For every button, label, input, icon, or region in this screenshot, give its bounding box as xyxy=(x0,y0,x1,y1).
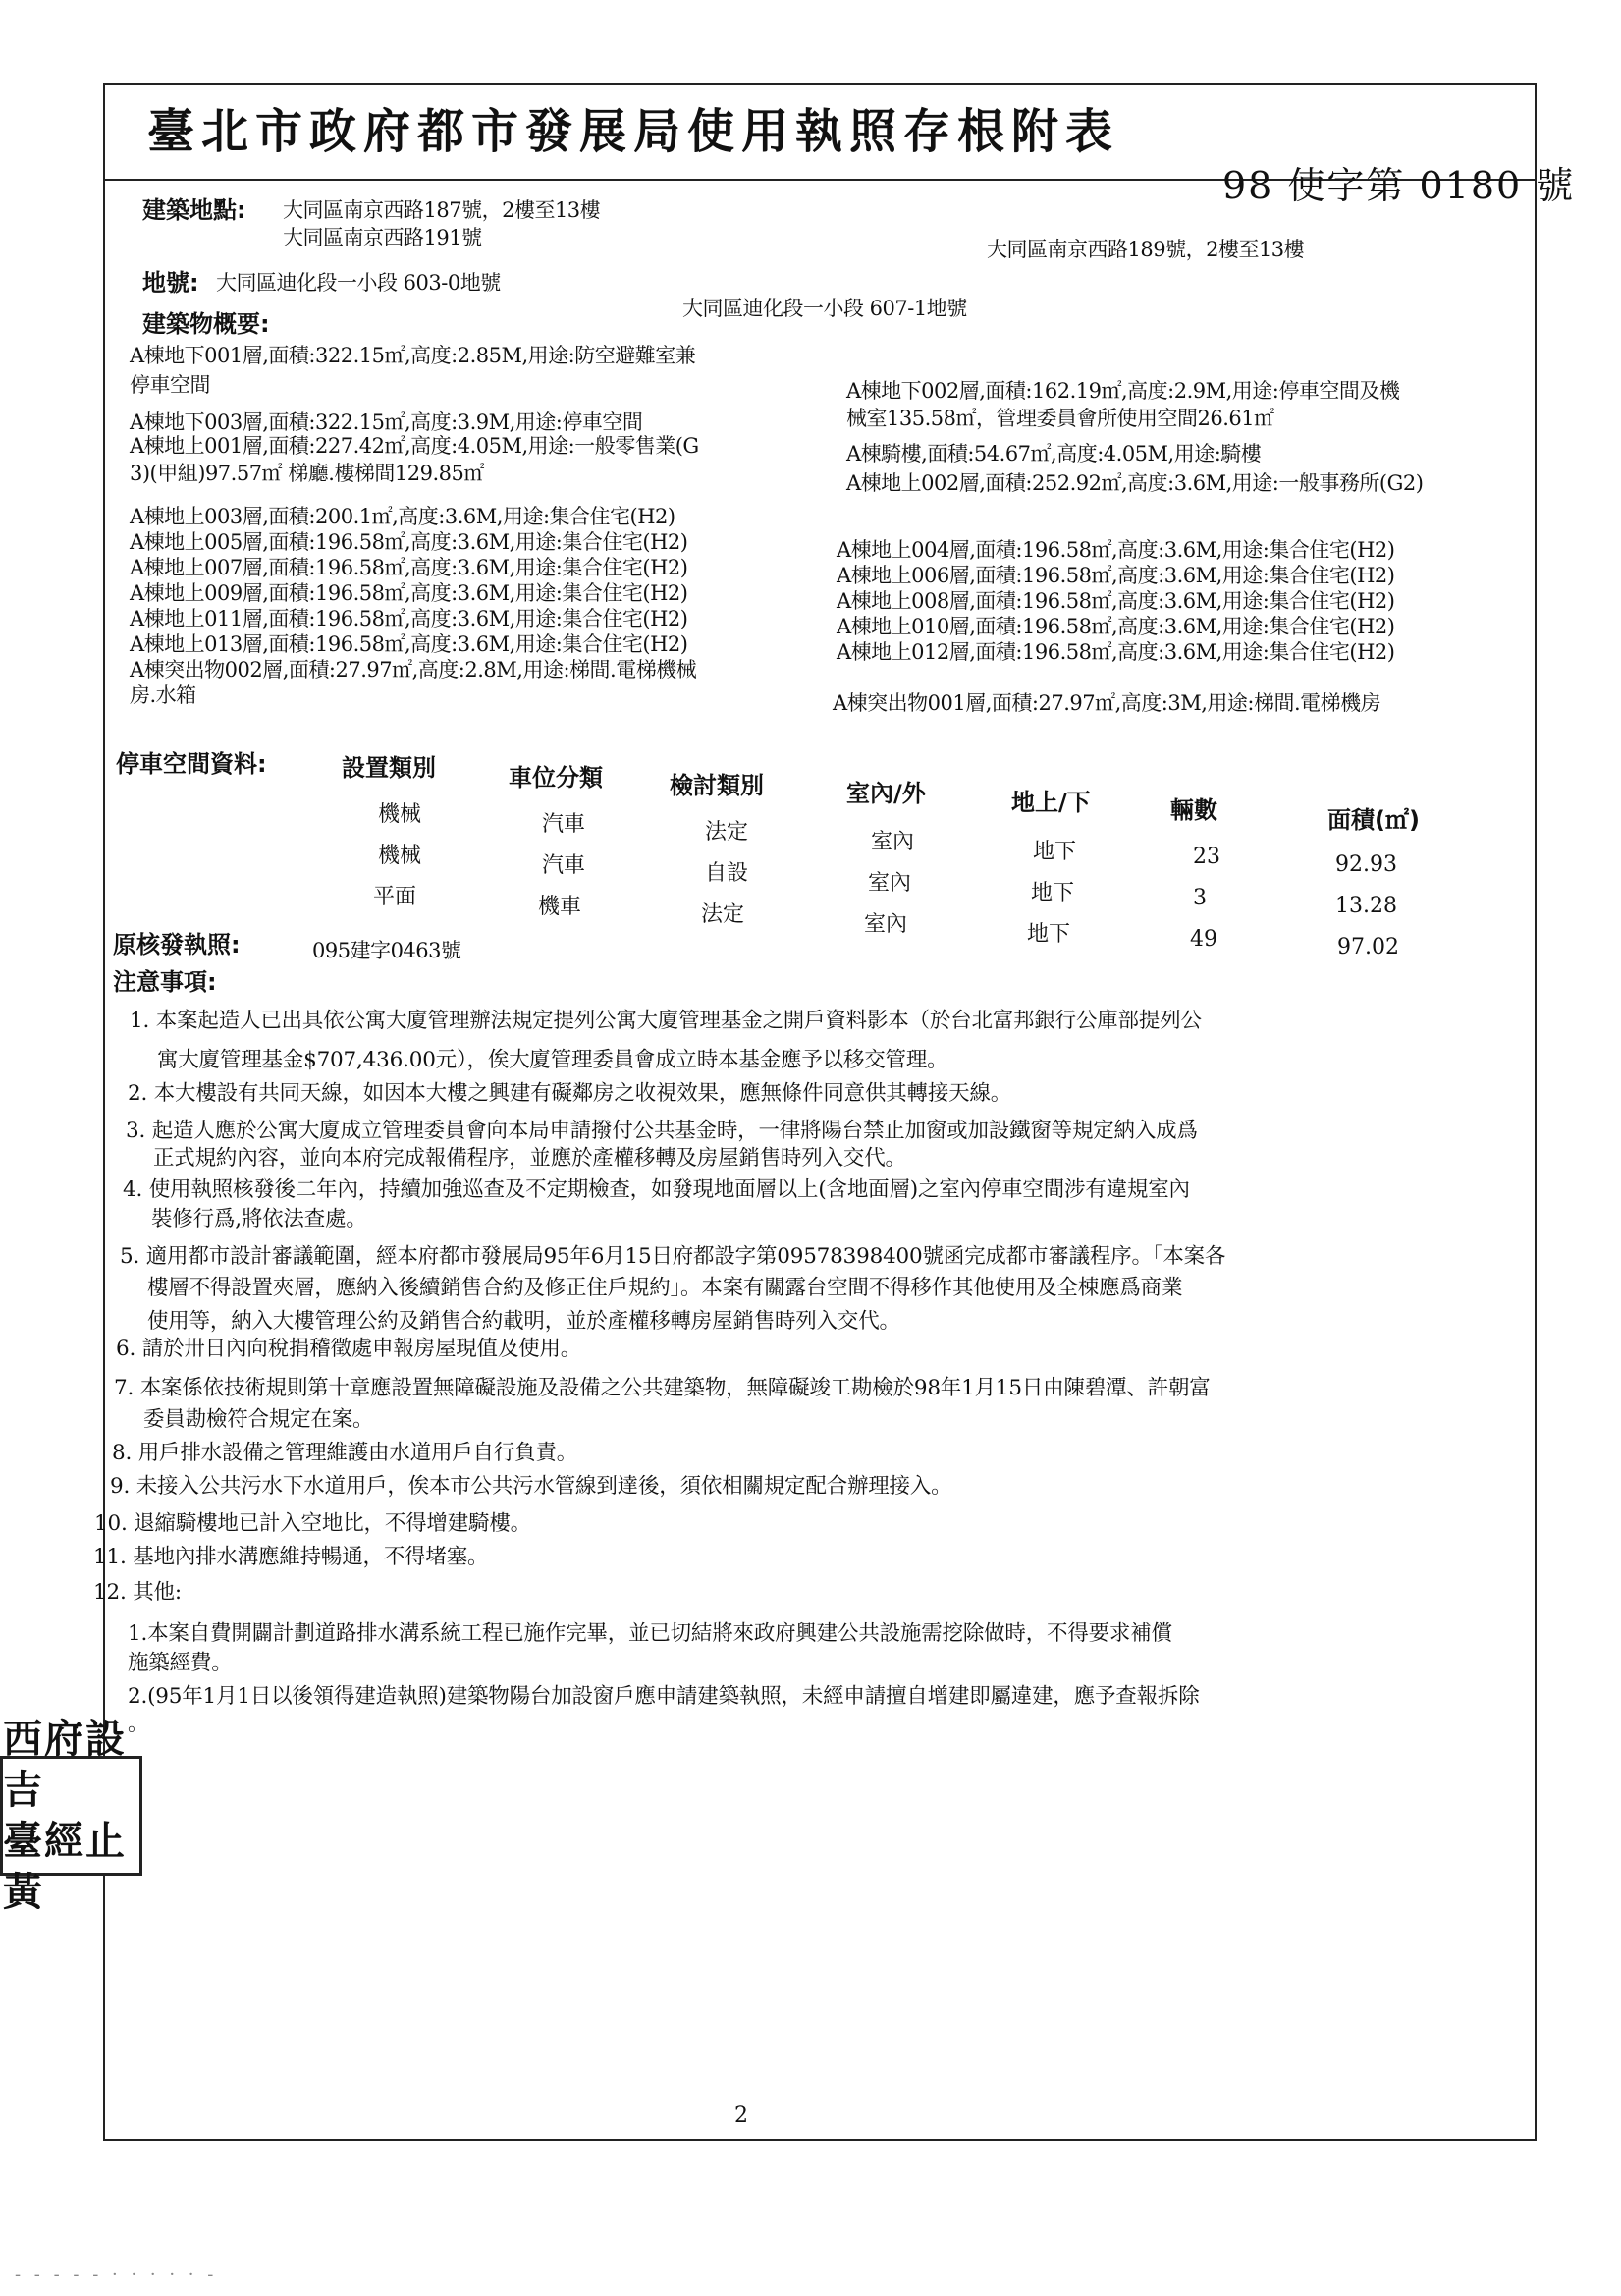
note-line: 1. 本案起造人已出具依公寓大廈管理辦法規定提列公寓大廈管理基金之開戶資料影本（於台北富邦銀行公庫部提列公 xyxy=(130,1009,1202,1033)
note-line: 7. 本案係依技術規則第十章應設置無障礙設施及設備之公共建築物，無障礙竣工勘檢於98年1月15日由陳碧潭、許朝富 xyxy=(114,1376,1211,1400)
parking-cell: 13.28 xyxy=(1335,894,1397,918)
original-permit-label: 原核發執照: xyxy=(113,931,241,958)
parking-cell: 室內 xyxy=(871,830,915,854)
address-line-3: 大同區南京西路189號，2樓至13樓 xyxy=(987,238,1305,261)
summary-left-line: A棟地上009層,面積:196.58㎡,高度:3.6M,用途:集合住宅(H2) xyxy=(130,581,688,605)
note-line: 8. 用戶排水設備之管理維護由水道用戶自行負責。 xyxy=(112,1441,578,1465)
seal-line-2: 臺經止黃 xyxy=(3,1818,127,1915)
document-title: 臺北市政府都市發展局使用執照存根附表 xyxy=(147,104,1120,159)
parking-cell: 汽車 xyxy=(542,812,586,837)
note-line: 正式規約內容，並向本府完成報備程序，並應於產權移轉及房屋銷售時列入交代。 xyxy=(153,1146,906,1171)
note-line: 2.(95年1月1日以後領得建造執照)建築物陽台加設窗戶應申請建築執照，未經申請擅自增建即屬違建，應予查報拆除 xyxy=(128,1684,1200,1709)
summary-left-line: A棟地下003層,面積:322.15㎡,高度:3.9M,用途:停車空間 xyxy=(130,410,643,434)
summary-right-line: 械室135.58㎡，管理委員會所使用空間26.61㎡ xyxy=(846,407,1274,430)
lot-number-1: 大同區迪化段一小段 603-0地號 xyxy=(216,271,501,295)
parking-cell: 室內 xyxy=(864,912,908,937)
parking-header: 檢討類別 xyxy=(670,772,764,799)
note-line: 5. 適用都市設計審議範圍，經本府都市發展局95年6月15日府都設字第09578398400號函完成都市審議程序。「本案各 xyxy=(120,1244,1226,1269)
parking-header: 地上/下 xyxy=(1011,789,1091,816)
official-seal-stamp xyxy=(0,1716,142,1915)
summary-left-line: A棟地上007層,面積:196.58㎡,高度:3.6M,用途:集合住宅(H2) xyxy=(130,556,688,579)
notes-label: 注意事項: xyxy=(113,968,217,996)
parking-cell: 法定 xyxy=(701,902,745,927)
parking-cell: 自設 xyxy=(705,861,749,886)
parking-cell: 法定 xyxy=(705,820,749,845)
parking-cell: 23 xyxy=(1193,845,1220,869)
address-label: 建築地點: xyxy=(142,196,246,224)
summary-left-line: A棟地上013層,面積:196.58㎡,高度:3.6M,用途:集合住宅(H2) xyxy=(130,632,688,656)
parking-cell: 49 xyxy=(1190,927,1217,952)
parking-header: 車位分類 xyxy=(509,764,603,792)
parking-cell: 地下 xyxy=(1027,922,1071,947)
parking-cell: 地下 xyxy=(1033,840,1077,864)
parking-cell: 平面 xyxy=(373,885,417,909)
summary-left-line: 3)(甲組)97.57㎡ 梯廳.樓梯間129.85㎡ xyxy=(130,462,484,485)
lot-number-2: 大同區迪化段一小段 607-1地號 xyxy=(682,297,967,320)
note-line: 施築經費。 xyxy=(128,1651,233,1675)
summary-right-line: A棟地上010層,面積:196.58㎡,高度:3.6M,用途:集合住宅(H2) xyxy=(837,615,1395,638)
note-line: 11. 基地內排水溝應維持暢通，不得堵塞。 xyxy=(93,1545,489,1569)
summary-left-line: 停車空間 xyxy=(130,373,210,397)
parking-cell: 97.02 xyxy=(1337,935,1399,959)
summary-left-line: A棟地下001層,面積:322.15㎡,高度:2.85M,用途:防空避難室兼 xyxy=(130,344,696,367)
note-line: 樓層不得設置夾層，應納入後續銷售合約及修正住戶規約」。本案有關露台空間不得移作其他使用及全棟應爲商業 xyxy=(147,1276,1183,1300)
address-line-1: 大同區南京西路187號，2樓至13樓 xyxy=(283,198,601,222)
summary-left-line: A棟突出物002層,面積:27.97㎡,高度:2.8M,用途:梯間.電梯機械 xyxy=(130,658,697,682)
summary-right-line: A棟地上008層,面積:196.58㎡,高度:3.6M,用途:集合住宅(H2) xyxy=(837,589,1395,613)
summary-right-line: A棟地上006層,面積:196.58㎡,高度:3.6M,用途:集合住宅(H2) xyxy=(837,564,1395,587)
seal-line-1: 西府設吉 xyxy=(3,1716,127,1813)
note-line: 6. 請於卅日內向稅捐稽徵處申報房屋現值及使用。 xyxy=(116,1337,582,1361)
parking-cell: 3 xyxy=(1193,886,1207,910)
page-number: 2 xyxy=(734,2104,748,2128)
parking-cell: 汽車 xyxy=(542,853,586,878)
summary-right-line: A棟地上004層,面積:196.58㎡,高度:3.6M,用途:集合住宅(H2) xyxy=(837,538,1395,562)
summary-label: 建築物概要: xyxy=(142,310,270,338)
parking-cell: 92.93 xyxy=(1335,852,1397,877)
lot-label: 地號: xyxy=(142,269,199,297)
parking-cell: 機車 xyxy=(538,895,582,919)
note-line: 3. 起造人應於公寓大廈成立管理委員會向本局申請撥付公共基金時，一律將陽台禁止加窗或加設鐵窗等規定納入成爲 xyxy=(126,1119,1198,1143)
note-line: 9. 未接入公共污水下水道用戶，俟本市公共污水管線到達後，須依相關規定配合辦理接入。 xyxy=(110,1474,952,1499)
summary-right-line: A棟騎樓,面積:54.67㎡,高度:4.05M,用途:騎樓 xyxy=(846,442,1262,465)
parking-header: 輛數 xyxy=(1170,796,1217,824)
summary-left-line: A棟地上011層,面積:196.58㎡,高度:3.6M,用途:集合住宅(H2) xyxy=(130,607,688,630)
address-line-2: 大同區南京西路191號 xyxy=(283,226,482,249)
summary-left-line: 房.水箱 xyxy=(130,683,196,707)
note-line: 。 xyxy=(128,1712,149,1736)
summary-right-line: A棟地上012層,面積:196.58㎡,高度:3.6M,用途:集合住宅(H2) xyxy=(837,640,1395,664)
note-line: 裝修行爲,將依法查處。 xyxy=(151,1207,367,1231)
parking-cell: 機械 xyxy=(378,802,422,827)
note-line: 10. 退縮騎樓地已計入空地比，不得增建騎樓。 xyxy=(94,1511,531,1536)
note-line: 委員勘檢符合規定在案。 xyxy=(143,1407,374,1432)
summary-right-line: A棟地下002層,面積:162.19㎡,高度:2.9M,用途:停車空間及機 xyxy=(846,379,1400,403)
parking-cell: 室內 xyxy=(868,871,912,896)
note-line: 使用等，納入大樓管理公約及銷售合約載明，並於產權移轉房屋銷售時列入交代。 xyxy=(147,1309,900,1334)
parking-cell: 機械 xyxy=(378,844,422,868)
parking-header: 設置類別 xyxy=(342,754,436,782)
permit-number: 98 使字第 0180 號 xyxy=(1222,164,1576,207)
parking-header: 面積(㎡) xyxy=(1327,806,1420,834)
parking-header: 室內/外 xyxy=(846,780,926,807)
scan-artifact-dashes: - - - - - · · · · · - xyxy=(15,2265,218,2285)
original-permit-number: 095建字0463號 xyxy=(312,939,461,962)
summary-left-line: A棟地上003層,面積:200.1㎡,高度:3.6M,用途:集合住宅(H2) xyxy=(130,505,675,528)
summary-left-line: A棟地上005層,面積:196.58㎡,高度:3.6M,用途:集合住宅(H2) xyxy=(130,530,688,554)
parking-cell: 地下 xyxy=(1031,881,1075,905)
note-line: 2. 本大樓設有共同天線，如因本大樓之興建有礙鄰房之收視效果，應無條件同意供其轉接天線。 xyxy=(128,1081,1012,1106)
note-line: 寓大廈管理基金$707,436.00元），俟大廈管理委員會成立時本基金應予以移交管理。 xyxy=(157,1048,948,1072)
note-line: 12. 其他: xyxy=(93,1580,182,1605)
summary-right-line: A棟突出物001層,面積:27.97㎡,高度:3M,用途:梯間.電梯機房 xyxy=(833,691,1381,715)
summary-right-line: A棟地上002層,面積:252.92㎡,高度:3.6M,用途:一般事務所(G2) xyxy=(846,471,1424,495)
note-line: 1.本案自費開闢計劃道路排水溝系統工程已施作完畢，並已切結將來政府興建公共設施需挖除做時，不得要求補償 xyxy=(128,1621,1172,1646)
summary-left-line: A棟地上001層,面積:227.42㎡,高度:4.05M,用途:一般零售業(G xyxy=(130,434,699,458)
note-line: 4. 使用執照核發後二年內，持續加強巡查及不定期檢查，如發現地面層以上(含地面層)之室內停車空間涉有違規室內 xyxy=(123,1177,1190,1202)
parking-label: 停車空間資料: xyxy=(116,750,267,778)
